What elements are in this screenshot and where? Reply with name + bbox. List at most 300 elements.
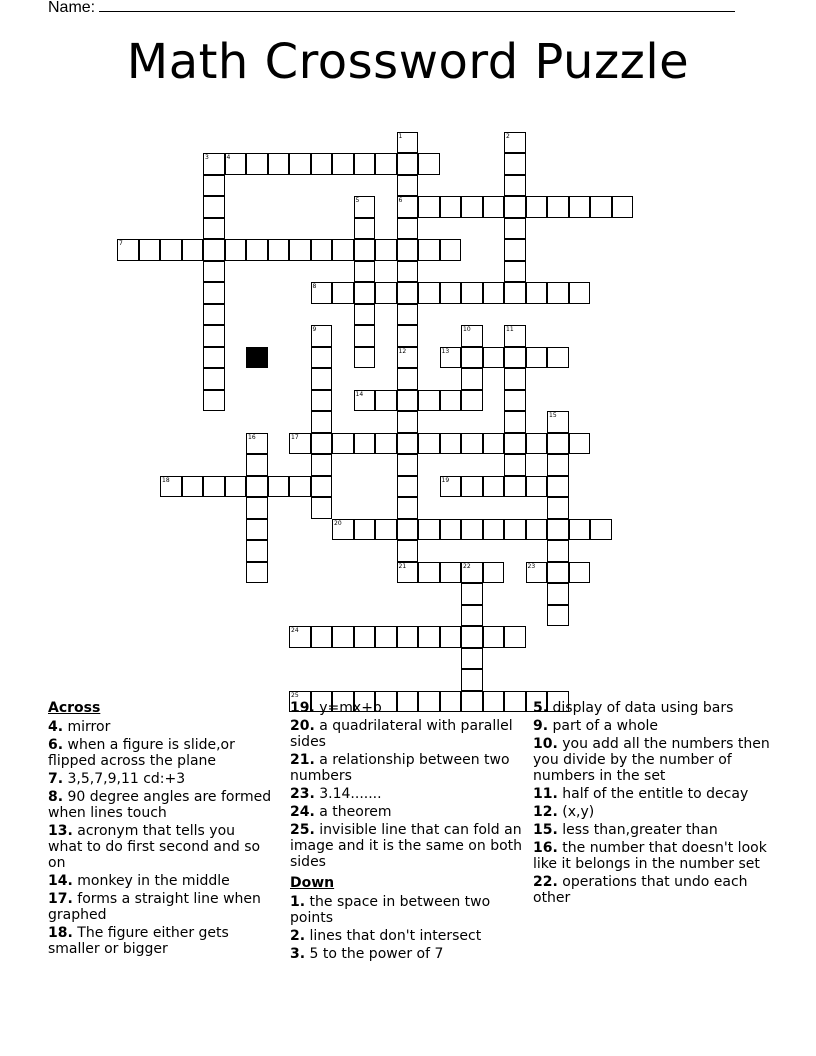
clue-number: 22 [463,562,471,570]
grid-cell[interactable] [418,390,440,412]
grid-cell[interactable] [289,476,311,498]
grid-cell[interactable] [203,282,225,304]
clue-item-text: half of the entitle to decay [557,786,749,802]
grid-cell[interactable] [311,390,333,412]
clue-item-number: 18. [48,925,73,941]
grid-cell[interactable] [569,562,591,584]
grid-cell[interactable] [547,562,569,584]
grid-cell[interactable] [375,433,397,455]
grid-cell[interactable] [504,261,526,283]
clue-item-text: acronym that tells you what to do first second and so on [48,823,261,871]
clue-item [290,752,522,784]
grid-cell[interactable] [418,519,440,541]
grid-cell[interactable] [504,368,526,390]
grid-cell[interactable] [203,390,225,412]
grid-cell[interactable] [311,497,333,519]
grid-cell[interactable] [569,196,591,218]
down-clue-list [290,894,522,962]
grid-cell[interactable] [311,347,333,369]
grid-cell[interactable] [246,239,268,261]
clue-item-text: 5 to the power of 7 [305,946,444,962]
clue-item-text: forms a straight line when graphed [48,891,261,923]
grid-cell[interactable] [268,476,290,498]
grid-cell[interactable] [418,239,440,261]
grid-cell[interactable] [547,605,569,627]
clue-number: 13 [441,347,450,355]
clue-number: 4 [226,154,231,161]
grid-cell[interactable] [547,454,569,476]
grid-cell[interactable] [354,261,376,283]
grid-cell[interactable] [160,476,182,498]
clue-item-text: part of a whole [548,718,659,734]
grid-cell[interactable] [461,519,483,541]
grid-cell[interactable] [461,605,483,627]
grid-cell[interactable] [311,325,333,347]
clue-item-number: 13. [48,823,73,839]
grid-cell[interactable] [547,519,569,541]
grid-cell[interactable] [483,282,505,304]
clue-number: 21 [398,562,407,570]
grid-cell[interactable] [569,433,591,455]
grid-cell[interactable] [397,196,419,218]
grid-cell[interactable] [397,390,419,412]
grid-cell[interactable] [375,153,397,175]
grid-cell[interactable] [526,282,548,304]
clue-item [48,719,273,735]
grid-cell[interactable] [440,196,462,218]
grid-cell[interactable] [461,347,483,369]
grid-cell[interactable] [246,476,268,498]
grid-cell[interactable] [375,239,397,261]
grid-cell[interactable] [418,153,440,175]
grid-cell[interactable] [440,347,462,369]
grid-cell[interactable] [397,282,419,304]
grid-cell[interactable] [440,390,462,412]
clue-item-number: 10. [533,736,558,752]
grid-cell[interactable] [203,153,225,175]
grid-cell[interactable] [504,196,526,218]
grid-cell[interactable] [311,411,333,433]
clue-number: 10 [463,326,471,333]
grid-cell[interactable] [547,347,569,369]
grid-cell[interactable] [590,196,612,218]
grid-cell[interactable] [203,218,225,240]
grid-cell[interactable] [526,476,548,498]
grid-cell[interactable] [332,519,354,541]
grid-cell[interactable] [440,282,462,304]
grid-cell[interactable] [504,132,526,154]
grid-cell[interactable] [203,476,225,498]
clue-item [290,946,522,962]
grid-cell[interactable] [547,583,569,605]
grid-cell[interactable] [418,562,440,584]
grid-cell[interactable] [547,433,569,455]
grid-cell[interactable] [203,368,225,390]
grid-cell[interactable] [139,239,161,261]
black-cell [246,347,268,369]
grid-cell[interactable] [397,347,419,369]
grid-cell[interactable] [483,347,505,369]
page-title: Math Crossword Puzzle [126,34,690,90]
grid-cell[interactable] [526,562,548,584]
clues-column-1 [48,700,273,959]
grid-cell[interactable] [354,239,376,261]
clue-number: 15 [549,412,557,419]
clue-item-number: 15. [533,822,558,838]
grid-cell[interactable] [203,196,225,218]
grid-cell[interactable] [418,433,440,455]
grid-cell[interactable] [397,132,419,154]
clue-number: 20 [334,519,342,527]
clue-item [290,804,522,820]
grid-cell[interactable] [504,218,526,240]
clue-item [290,928,522,944]
clue-item-text: The figure either gets smaller or bigger [48,925,229,957]
clue-item-text: mirror [63,719,111,735]
grid-cell[interactable] [461,433,483,455]
grid-cell[interactable] [354,347,376,369]
clue-item-number: 25. [290,822,315,838]
clue-item-text: the space in between two points [290,894,491,926]
clue-number: 6 [398,197,403,204]
across-clue-list-continued [290,700,522,870]
grid-cell[interactable] [160,239,182,261]
clue-item-number: 7. [48,771,64,787]
grid-cell[interactable] [375,390,397,412]
grid-cell[interactable] [397,304,419,326]
clue-item-number: 22. [533,874,558,890]
clue-item-text: operations that undo each other [533,874,748,906]
grid-cell[interactable] [397,368,419,390]
grid-cell[interactable] [203,304,225,326]
grid-cell[interactable] [289,433,311,455]
clue-item [48,925,273,957]
clue-number: 18 [162,476,170,484]
grid-cell[interactable] [268,239,290,261]
grid-cell[interactable] [246,519,268,541]
grid-cell[interactable] [354,196,376,218]
grid-cell[interactable] [246,540,268,562]
grid-cell[interactable] [203,239,225,261]
clue-item [290,822,522,870]
grid-cell[interactable] [483,626,505,648]
grid-cell[interactable] [461,282,483,304]
clue-item-number: 20. [290,718,315,734]
grid-cell[interactable] [397,239,419,261]
clue-number: 2 [506,132,510,140]
grid-cell[interactable] [354,390,376,412]
grid-cell[interactable] [590,519,612,541]
grid-cell[interactable] [547,196,569,218]
grid-cell[interactable] [547,540,569,562]
clue-item [290,718,522,750]
grid-cell[interactable] [354,325,376,347]
grid-cell[interactable] [504,153,526,175]
grid-cell[interactable] [461,325,483,347]
grid-cell[interactable] [483,196,505,218]
grid-cell[interactable] [397,497,419,519]
clue-number: 23 [527,562,536,570]
clue-item [533,700,773,716]
clues-column-3 [533,700,773,908]
grid-cell[interactable] [461,390,483,412]
clue-number: 1 [398,132,403,140]
clue-item-text: y=mx+b [314,700,382,716]
grid-cell[interactable] [375,626,397,648]
grid-cell[interactable] [504,282,526,304]
clue-item [290,700,522,716]
clue-item [533,822,773,838]
grid-cell[interactable] [332,626,354,648]
grid-cell[interactable] [311,282,333,304]
clue-item [48,873,273,889]
grid-cell[interactable] [504,476,526,498]
grid-cell[interactable] [354,519,376,541]
clue-item-text: you add all the numbers then you divide by the number of numbers in the set [533,736,770,784]
clue-item-text: 90 degree angles are formed when lines touch [48,789,272,821]
clue-item-number: 19. [290,700,315,716]
grid-cell[interactable] [332,282,354,304]
clue-item-text: a theorem [314,804,392,820]
clue-item-text: when a figure is slide,or flipped across the plane [48,737,235,769]
clue-number: 25 [291,691,299,699]
grid-cell[interactable] [461,562,483,584]
grid-cell[interactable] [354,304,376,326]
clue-item-number: 3. [290,946,306,962]
clue-item [533,718,773,734]
grid-cell[interactable] [504,519,526,541]
grid-cell[interactable] [311,476,333,498]
clue-number: 11 [506,326,514,333]
grid-cell[interactable] [354,626,376,648]
grid-cell[interactable] [332,433,354,455]
grid-cell[interactable] [246,454,268,476]
grid-cell[interactable] [332,239,354,261]
clue-item-number: 9. [533,718,549,734]
grid-cell[interactable] [547,497,569,519]
grid-cell[interactable] [547,411,569,433]
clue-item-number: 8. [48,789,64,805]
grid-cell[interactable] [569,282,591,304]
grid-cell[interactable] [182,239,204,261]
grid-cell[interactable] [461,626,483,648]
down-header: Down [290,875,335,891]
grid-cell[interactable] [526,433,548,455]
grid-cell[interactable] [418,626,440,648]
grid-cell[interactable] [504,239,526,261]
grid-cell[interactable] [547,282,569,304]
grid-cell[interactable] [397,540,419,562]
grid-cell[interactable] [397,261,419,283]
grid-cell[interactable] [504,626,526,648]
grid-cell[interactable] [569,519,591,541]
grid-cell[interactable] [397,562,419,584]
grid-cell[interactable] [289,153,311,175]
grid-cell[interactable] [461,669,483,691]
grid-cell[interactable] [547,476,569,498]
grid-cell[interactable] [397,626,419,648]
clue-item-number: 5. [533,700,549,716]
clues-column-2 [290,700,522,964]
clue-number: 19 [441,476,450,484]
clue-number: 8 [312,283,317,290]
clue-number: 9 [312,326,317,333]
grid-cell[interactable] [461,583,483,605]
name-label: Name: [48,0,96,16]
clue-item-number: 17. [48,891,73,907]
grid-cell[interactable] [418,282,440,304]
clue-item [48,891,273,923]
clue-item-text: a quadrilateral with parallel sides [290,718,513,750]
grid-cell[interactable] [397,175,419,197]
grid-cell[interactable] [203,347,225,369]
grid-cell[interactable] [440,519,462,541]
clue-item-number: 21. [290,752,315,768]
grid-cell[interactable] [397,153,419,175]
grid-cell[interactable] [397,218,419,240]
grid-cell[interactable] [289,626,311,648]
grid-cell[interactable] [354,218,376,240]
clue-item-number: 16. [533,840,558,856]
grid-cell[interactable] [440,239,462,261]
clue-number: 12 [398,347,407,355]
grid-cell[interactable] [483,433,505,455]
grid-cell[interactable] [311,239,333,261]
clue-item-text: invisible line that can fold an image and it is the same on both sides [290,822,523,870]
grid-cell[interactable] [504,454,526,476]
clue-item-number: 23. [290,786,315,802]
clue-number: 14 [355,390,364,398]
clue-item-number: 14. [48,873,73,889]
clue-item-text: the number that doesn't look like it belongs in the number set [533,840,767,872]
grid-cell[interactable] [612,196,634,218]
across-clue-list [48,719,273,957]
clue-item-text: 3,5,7,9,11 cd:+3 [63,771,186,787]
clue-item [48,789,273,821]
grid-cell[interactable] [311,153,333,175]
grid-cell[interactable] [397,519,419,541]
grid-cell[interactable] [203,261,225,283]
grid-cell[interactable] [203,175,225,197]
grid-cell[interactable] [526,196,548,218]
grid-cell[interactable] [246,562,268,584]
grid-cell[interactable] [203,325,225,347]
grid-cell[interactable] [354,153,376,175]
grid-cell[interactable] [504,433,526,455]
clue-item [48,771,273,787]
clue-item-text: a relationship between two numbers [290,752,510,784]
grid-cell[interactable] [311,626,333,648]
grid-cell[interactable] [526,519,548,541]
clue-item-number: 2. [290,928,306,944]
grid-cell[interactable] [246,497,268,519]
down-clue-list-continued [533,700,773,906]
clue-item-number: 11. [533,786,558,802]
grid-cell[interactable] [311,368,333,390]
grid-cell[interactable] [504,390,526,412]
grid-cell[interactable] [483,562,505,584]
grid-cell[interactable] [440,476,462,498]
grid-cell[interactable] [483,476,505,498]
grid-cell[interactable] [268,153,290,175]
clue-item-text: 3.14....... [314,786,382,802]
clue-item [48,737,273,769]
grid-cell[interactable] [246,153,268,175]
clue-item-number: 24. [290,804,315,820]
grid-cell[interactable] [504,411,526,433]
grid-cell[interactable] [483,519,505,541]
grid-cell[interactable] [117,239,139,261]
clue-item [533,736,773,784]
grid-cell[interactable] [461,368,483,390]
clue-item [533,804,773,820]
grid-cell[interactable] [182,476,204,498]
clue-item [533,786,773,802]
clue-item-number: 4. [48,719,64,735]
clue-item-number: 12. [533,804,558,820]
clue-item [290,894,522,926]
clue-item-text: less than,greater than [557,822,718,838]
grid-cell[interactable] [397,476,419,498]
grid-cell[interactable] [504,175,526,197]
grid-cell[interactable] [461,476,483,498]
grid-cell[interactable] [397,454,419,476]
clue-number: 5 [355,197,360,204]
clue-number: 3 [205,154,209,161]
clue-item [48,823,273,871]
clue-item [533,874,773,906]
clue-item [533,840,773,872]
grid-cell[interactable] [289,239,311,261]
grid-cell[interactable] [461,196,483,218]
grid-cell[interactable] [225,476,247,498]
grid-cell[interactable] [526,347,548,369]
clue-number: 17 [291,433,299,441]
clue-item-text: display of data using bars [548,700,734,716]
clue-number: 24 [291,627,299,634]
grid-cell[interactable] [418,196,440,218]
grid-cell[interactable] [397,411,419,433]
clue-number: 16 [248,433,256,441]
grid-cell[interactable] [354,282,376,304]
grid-cell[interactable] [440,433,462,455]
grid-cell[interactable] [504,347,526,369]
clue-item-number: 1. [290,894,306,910]
grid-cell[interactable] [504,325,526,347]
grid-cell[interactable] [397,433,419,455]
grid-cell[interactable] [225,239,247,261]
clue-item-text: lines that don't intersect [305,928,482,944]
clue-number: 7 [119,240,123,247]
grid-cell[interactable] [311,454,333,476]
grid-cell[interactable] [354,433,376,455]
clue-item-text: (x,y) [557,804,595,820]
clue-item-text: monkey in the middle [72,873,230,889]
grid-cell[interactable] [375,519,397,541]
grid-cell[interactable] [375,282,397,304]
grid-cell[interactable] [440,562,462,584]
across-header: Across [48,700,101,716]
clue-item [290,786,522,802]
grid-cell[interactable] [461,648,483,670]
grid-cell[interactable] [311,433,333,455]
grid-cell[interactable] [397,325,419,347]
grid-cell[interactable] [440,626,462,648]
grid-cell[interactable] [332,153,354,175]
grid-cell[interactable] [246,433,268,455]
grid-cell[interactable] [225,153,247,175]
clue-item-number: 6. [48,737,64,753]
